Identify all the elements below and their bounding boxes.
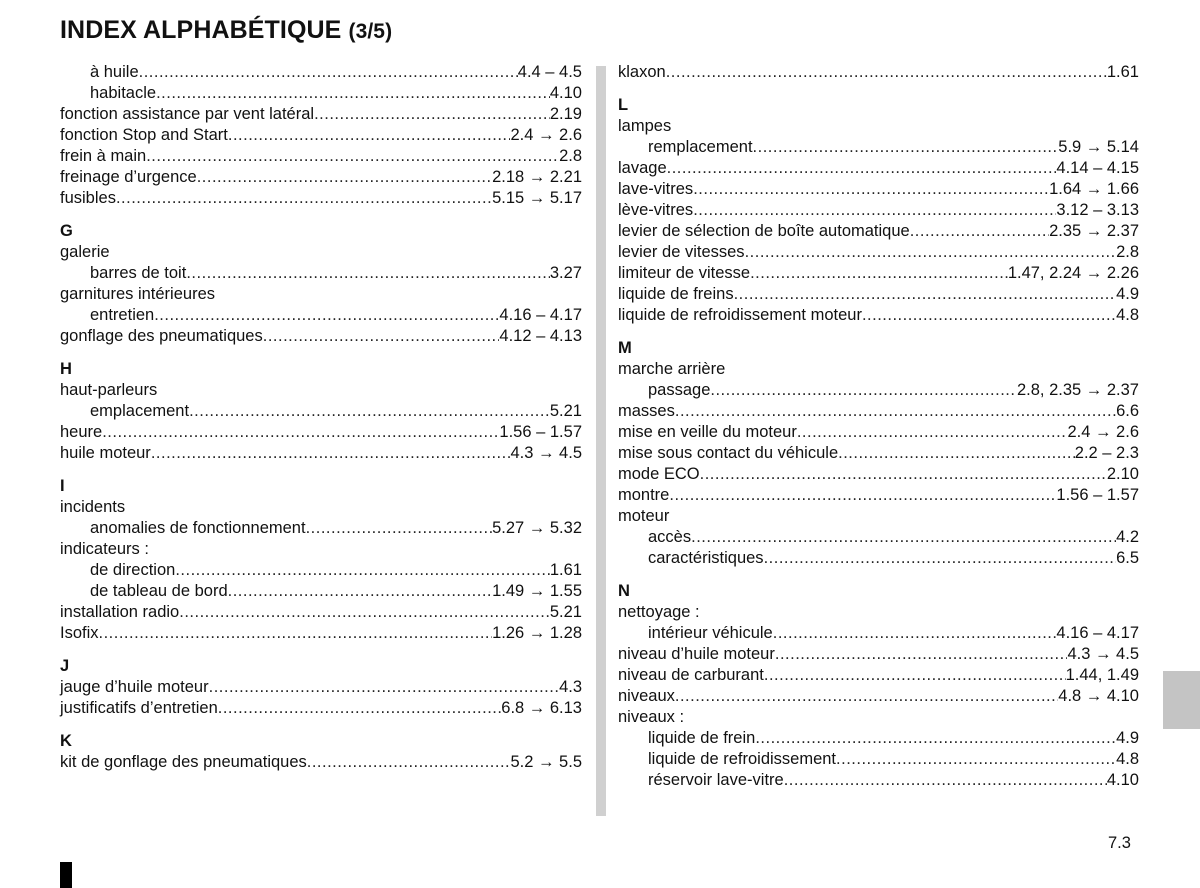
index-entry	[60, 83, 582, 104]
entry-page: 4.16 – 4.17	[499, 306, 582, 324]
index-entry	[618, 305, 1139, 326]
entry-label: heure	[60, 423, 103, 441]
entry-page: 4.2	[1116, 528, 1139, 546]
entry-page: 4.16 – 4.17	[1056, 624, 1139, 642]
entry-label: lave-vitres	[618, 180, 694, 198]
dot-leader	[734, 284, 1116, 305]
dot-leader	[910, 221, 1049, 242]
entry-label: Isofix	[60, 624, 99, 642]
index-entry	[618, 623, 1139, 644]
dot-leader	[99, 623, 493, 644]
entry-page: 5.27 → 5.32	[492, 519, 582, 537]
dot-leader	[156, 83, 550, 104]
entry-page: 4.12 – 4.13	[499, 327, 582, 345]
entry-label: lève-vitres	[618, 201, 694, 219]
entry-label: lavage	[618, 159, 667, 177]
index-entry	[618, 179, 1139, 200]
dot-leader	[764, 665, 1066, 686]
entry-label: niveau d’huile moteur	[618, 645, 775, 663]
index-entry	[60, 752, 582, 773]
index-column-right	[618, 62, 1139, 791]
entry-label: à huile	[90, 63, 139, 81]
entry-label: fonction Stop and Start	[60, 126, 228, 144]
entry-page: 4.8	[1116, 306, 1139, 324]
dot-leader	[218, 698, 502, 719]
dot-leader	[745, 242, 1117, 263]
column-separator	[596, 66, 606, 816]
dot-leader	[675, 686, 1058, 707]
entry-page: 2.35 → 2.37	[1049, 222, 1139, 240]
entry-page: 5.15 → 5.17	[492, 189, 582, 207]
entry-page: 6.5	[1116, 549, 1139, 567]
entry-label: accès	[648, 528, 692, 546]
index-entry	[618, 464, 1139, 485]
index-entry	[618, 284, 1139, 305]
index-entry	[60, 125, 582, 146]
dot-leader	[700, 464, 1107, 485]
entry-label: emplacement	[90, 402, 190, 420]
entry-page: 1.47, 2.24 → 2.26	[1007, 264, 1139, 282]
dot-leader	[775, 644, 1068, 665]
index-entry	[618, 749, 1139, 770]
index-entry	[60, 539, 582, 560]
entry-label: frein à main	[60, 147, 147, 165]
dot-leader	[693, 179, 1049, 200]
dot-leader	[314, 104, 550, 125]
entry-label: entretien	[90, 306, 155, 324]
entry-page: 1.64 → 1.66	[1049, 180, 1139, 198]
index-entry	[60, 167, 582, 188]
index-entry	[618, 602, 1139, 623]
entry-page: 1.56 – 1.57	[499, 423, 582, 441]
index-entry	[60, 305, 582, 326]
dot-leader	[228, 581, 492, 602]
index-entry	[60, 677, 582, 698]
entry-label: liquide de frein	[648, 729, 756, 747]
entry-label: niveaux :	[618, 708, 685, 726]
page-title	[60, 16, 392, 45]
dot-leader	[209, 677, 559, 698]
dot-leader	[228, 125, 511, 146]
section-letter-k: K	[60, 732, 72, 750]
entry-page: 4.3 → 4.5	[510, 444, 582, 462]
index-entry	[618, 221, 1139, 242]
index-entry	[618, 137, 1139, 158]
entry-label: installation radio	[60, 603, 180, 621]
index-entry	[60, 326, 582, 347]
index-entry	[60, 443, 582, 464]
entry-page: 5.21	[549, 402, 582, 420]
entry-page: 1.44, 1.49	[1065, 666, 1139, 684]
entry-page: 2.4 → 2.6	[510, 126, 582, 144]
index-entry	[618, 158, 1139, 179]
entry-label: mise en veille du moteur	[618, 423, 797, 441]
entry-label: masses	[618, 402, 675, 420]
index-entry	[60, 146, 582, 167]
entry-page: 4.10	[549, 84, 582, 102]
index-entry	[618, 359, 1139, 380]
dot-leader	[307, 752, 511, 773]
index-entry	[618, 263, 1139, 284]
entry-page: 4.14 – 4.15	[1056, 159, 1139, 177]
index-entry	[618, 62, 1139, 83]
section-letter-i: I	[60, 477, 65, 495]
index-entry	[618, 728, 1139, 749]
dot-leader	[186, 263, 550, 284]
entry-page: 2.18 → 2.21	[492, 168, 582, 186]
index-entry	[60, 62, 582, 83]
entry-label: limiteur de vitesse	[618, 264, 751, 282]
dot-leader	[666, 62, 1107, 83]
entry-page: 4.3 → 4.5	[1067, 645, 1139, 663]
entry-label: montre	[618, 486, 670, 504]
index-entry	[618, 686, 1139, 707]
entry-page: 4.8	[1116, 750, 1139, 768]
entry-label: incidents	[60, 498, 126, 516]
index-entry	[618, 242, 1139, 263]
dot-leader	[753, 137, 1059, 158]
dot-leader	[197, 167, 492, 188]
entry-page: 3.12 – 3.13	[1056, 201, 1139, 219]
entry-page: 2.8	[1116, 243, 1139, 261]
dot-leader	[154, 305, 499, 326]
entry-page: 6.6	[1116, 402, 1139, 420]
index-entry	[618, 485, 1139, 506]
index-entry	[618, 401, 1139, 422]
dot-leader	[691, 527, 1116, 548]
entry-label: passage	[648, 381, 711, 399]
entry-label: galerie	[60, 243, 110, 261]
index-entry	[618, 770, 1139, 791]
entry-label: réservoir lave-vitre	[648, 771, 784, 789]
entry-label: fusibles	[60, 189, 116, 207]
dot-leader	[797, 422, 1068, 443]
index-entry	[60, 581, 582, 602]
dot-leader	[306, 518, 493, 539]
entry-page: 4.4 – 4.5	[517, 63, 582, 81]
dot-leader	[838, 443, 1075, 464]
entry-label: lampes	[618, 117, 672, 135]
index-entry	[60, 401, 582, 422]
entry-label: de direction	[90, 561, 176, 579]
index-entry	[618, 527, 1139, 548]
section-letter-m: M	[618, 339, 632, 357]
dot-leader	[189, 401, 550, 422]
entry-page: 4.9	[1116, 729, 1139, 747]
section-letter-n: N	[618, 582, 630, 600]
entry-label: mise sous contact du véhicule	[618, 444, 839, 462]
index-entry	[60, 104, 582, 125]
entry-label: levier de sélection de boîte automatique	[618, 222, 910, 240]
entry-page: 2.8	[559, 147, 582, 165]
dot-leader	[836, 749, 1116, 770]
page-number: 7.3	[1108, 834, 1131, 852]
entry-label: justificatifs d’entretien	[60, 699, 218, 717]
entry-page: 1.26 → 1.28	[492, 624, 582, 642]
index-entry	[60, 698, 582, 719]
entry-page: 1.56 – 1.57	[1056, 486, 1139, 504]
dot-leader	[710, 380, 1017, 401]
entry-label: haut-parleurs	[60, 381, 158, 399]
entry-label: caractéristiques	[648, 549, 764, 567]
dot-leader	[750, 263, 1008, 284]
index-entry	[60, 188, 582, 209]
section-letter-g: G	[60, 222, 73, 240]
index-entry	[60, 263, 582, 284]
index-entry	[60, 623, 582, 644]
dot-leader	[773, 623, 1057, 644]
dot-leader	[764, 548, 1117, 569]
entry-label: freinage d’urgence	[60, 168, 197, 186]
dot-leader	[862, 305, 1116, 326]
entry-label: intérieur véhicule	[648, 624, 773, 642]
index-entry	[60, 284, 582, 305]
index-entry	[618, 707, 1139, 728]
dot-leader	[139, 62, 518, 83]
dot-leader	[146, 146, 559, 167]
entry-label: remplacement	[648, 138, 753, 156]
entry-label: de tableau de bord	[90, 582, 228, 600]
index-entry	[618, 116, 1139, 137]
entry-page: 5.21	[549, 603, 582, 621]
section-letter-j: J	[60, 657, 70, 675]
entry-label: fonction assistance par vent latéral	[60, 105, 315, 123]
dot-leader	[116, 188, 492, 209]
entry-page: 1.61	[549, 561, 582, 579]
dot-leader	[102, 422, 499, 443]
index-entry	[60, 242, 582, 263]
entry-page: 6.8 → 6.13	[501, 699, 582, 717]
dot-leader	[669, 485, 1056, 506]
section-letter-h: H	[60, 360, 72, 378]
entry-page: 2.8, 2.35 → 2.37	[1016, 381, 1139, 399]
entry-label: jauge d’huile moteur	[60, 678, 209, 696]
entry-label: niveaux	[618, 687, 675, 705]
dot-leader	[179, 602, 550, 623]
title-main: INDEX ALPHABÉTIQUE	[60, 16, 342, 44]
entry-page: 4.8 → 4.10	[1058, 687, 1139, 705]
entry-label: gonflage des pneumatiques	[60, 327, 263, 345]
entry-label: liquide de freins	[618, 285, 734, 303]
dot-leader	[755, 728, 1116, 749]
entry-label: liquide de refroidissement	[648, 750, 837, 768]
entry-label: indicateurs :	[60, 540, 149, 558]
entry-page: 5.2 → 5.5	[510, 753, 582, 771]
index-entry	[60, 422, 582, 443]
entry-page: 2.19	[549, 105, 582, 123]
corner-crop-mark	[60, 862, 72, 888]
entry-page: 2.10	[1106, 465, 1139, 483]
dot-leader	[784, 770, 1107, 791]
index-entry	[618, 422, 1139, 443]
entry-label: liquide de refroidissement moteur	[618, 306, 862, 324]
entry-page: 4.9	[1116, 285, 1139, 303]
index-entry	[618, 644, 1139, 665]
entry-label: habitacle	[90, 84, 157, 102]
dot-leader	[667, 158, 1057, 179]
entry-page: 4.10	[1106, 771, 1139, 789]
index-entry	[618, 506, 1139, 527]
dot-leader	[693, 200, 1056, 221]
entry-label: niveau de carburant	[618, 666, 764, 684]
entry-label: moteur	[618, 507, 670, 525]
entry-label: kit de gonflage des pneumatiques	[60, 753, 307, 771]
index-entry	[618, 665, 1139, 686]
chapter-thumb-tab	[1163, 671, 1200, 729]
index-entry	[60, 518, 582, 539]
index-entry	[618, 548, 1139, 569]
index-entry	[60, 560, 582, 581]
entry-page: 4.3	[559, 678, 582, 696]
index-entry	[618, 380, 1139, 401]
dot-leader	[151, 443, 511, 464]
entry-label: klaxon	[618, 63, 666, 81]
title-part: (3/5)	[348, 20, 393, 43]
entry-page: 1.49 → 1.55	[492, 582, 582, 600]
entry-page: 2.4 → 2.6	[1067, 423, 1139, 441]
dot-leader	[675, 401, 1116, 422]
index-entry	[618, 200, 1139, 221]
entry-label: nettoyage :	[618, 603, 700, 621]
section-letter-l: L	[618, 96, 629, 114]
entry-label: levier de vitesses	[618, 243, 745, 261]
index-entry	[60, 497, 582, 518]
index-entry	[60, 380, 582, 401]
entry-label: garnitures intérieures	[60, 285, 215, 303]
entry-label: barres de toit	[90, 264, 187, 282]
entry-label: anomalies de fonctionnement	[90, 519, 306, 537]
entry-page: 1.61	[1106, 63, 1139, 81]
entry-label: marche arrière	[618, 360, 726, 378]
index-entry	[60, 602, 582, 623]
dot-leader	[263, 326, 500, 347]
entry-label: mode ECO	[618, 465, 700, 483]
entry-page: 2.2 – 2.3	[1074, 444, 1139, 462]
index-entry	[618, 443, 1139, 464]
entry-page: 3.27	[549, 264, 582, 282]
index-column-left	[60, 62, 582, 773]
entry-label: huile moteur	[60, 444, 151, 462]
entry-page: 5.9 → 5.14	[1058, 138, 1139, 156]
dot-leader	[175, 560, 550, 581]
